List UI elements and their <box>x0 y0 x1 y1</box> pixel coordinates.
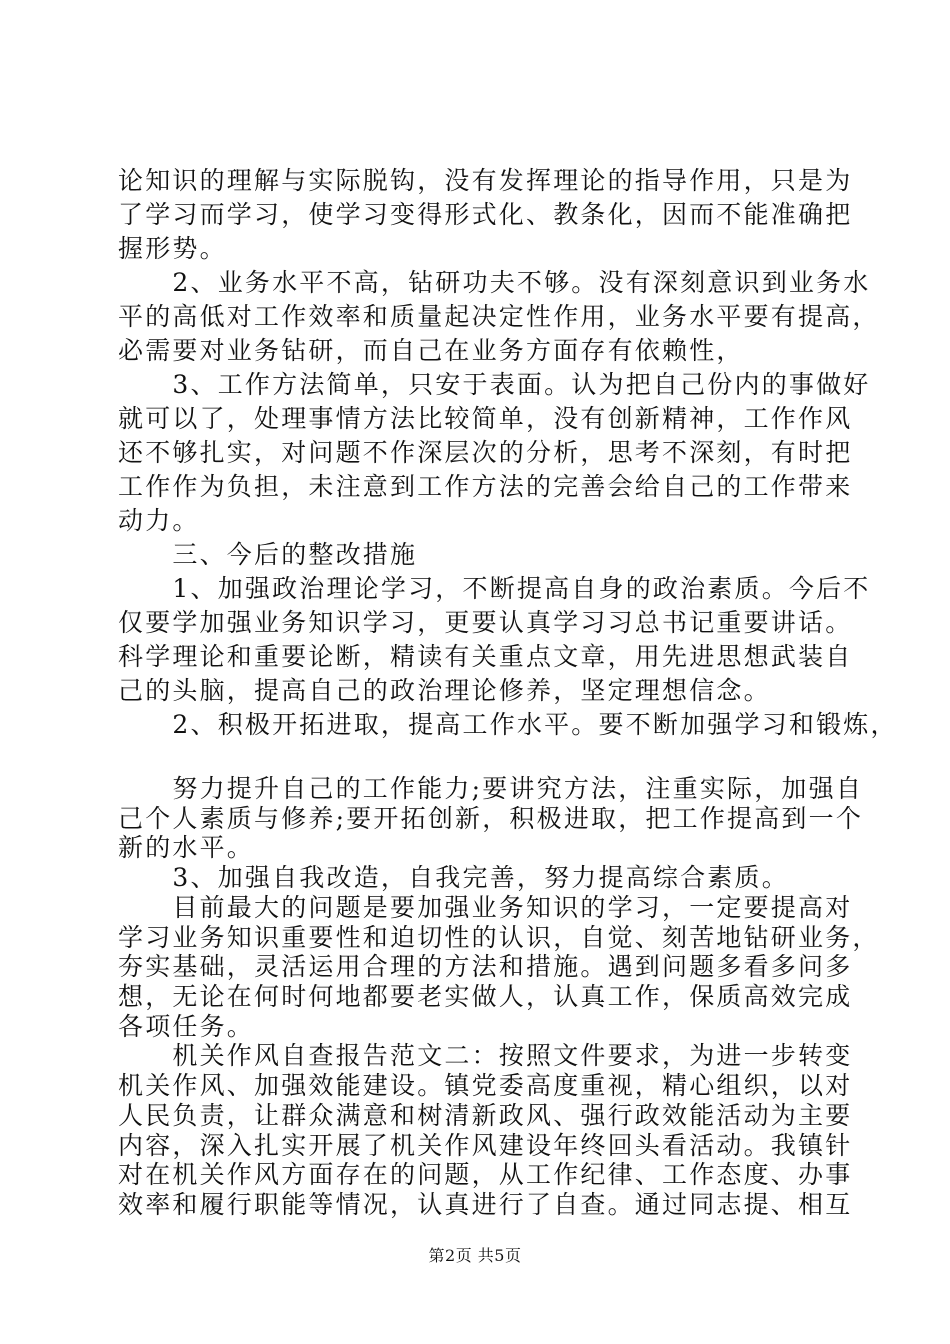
text-line: 平的高低对工作效率和质量起决定性作用，业务水平要有提高， <box>118 302 880 331</box>
text-line: 目前最大的问题是要加强业务知识的学习，一定要提高对 <box>118 893 853 922</box>
page-footer: 第2页 共5页 <box>428 1246 522 1265</box>
text-line: 努力提升自己的工作能力;要讲究方法，注重实际，加强自 <box>118 774 864 803</box>
text-line: 必需要对业务钻研，而自己在业务方面存有依赖性， <box>118 336 744 365</box>
text-line: 己的头脑，提高自己的政治理论修养，坚定理想信念。 <box>118 676 771 705</box>
text-line: 夯实基础，灵活运用合理的方法和措施。遇到问题多看多问多 <box>118 952 853 981</box>
text-line: 还不够扎实，对问题不作深层次的分析，思考不深刻，有时把 <box>118 438 853 467</box>
text-line: 论知识的理解与实际脱钩，没有发挥理论的指导作用，只是为 <box>118 166 853 195</box>
text-line: 学习业务知识重要性和迫切性的认识，自觉、刻苦地钻研业务， <box>118 923 880 952</box>
text-line: 新的水平。 <box>118 833 255 862</box>
text-line: 2、积极开拓进取，提高工作水平。要不断加强学习和锻炼， <box>118 710 898 739</box>
text-line: 3、加强自我改造，自我完善，努力提高综合素质。 <box>118 863 789 892</box>
text-line: 工作作为负担，未注意到工作方法的完善会给自己的工作带来 <box>118 472 853 501</box>
text-line: 科学理论和重要论断，精读有关重点文章，用先进思想武装自 <box>118 642 853 671</box>
text-line: 1、加强政治理论学习，不断提高自身的政治素质。今后不 <box>118 574 871 603</box>
text-line: 了学习而学习，使学习变得形式化、教条化，因而不能准确把 <box>118 200 853 229</box>
text-line: 机关作风、加强效能建设。镇党委高度重视，精心组织，以对 <box>118 1071 853 1100</box>
text-line: 就可以了，处理事情方法比较简单，没有创新精神，工作作风 <box>118 404 853 433</box>
text-line: 三、今后的整改措施 <box>118 540 418 569</box>
text-line: 3、工作方法简单，只安于表面。认为把自己份内的事做好 <box>118 370 871 399</box>
text-line: 动力。 <box>118 506 200 535</box>
text-line: 内容，深入扎实开展了机关作风建设年终回头看活动。我镇针 <box>118 1131 853 1160</box>
text-line: 仅要学加强业务知识学习，更要认真学习习总书记重要讲话。 <box>118 608 853 637</box>
text-line: 想，无论在何时何地都要老实做人，认真工作，保质高效完成 <box>118 982 853 1011</box>
text-line: 各项任务。 <box>118 1012 255 1041</box>
text-line: 己个人素质与修养;要开拓创新，积极进取，把工作提高到一个 <box>118 804 864 833</box>
text-line: 人民负责，让群众满意和树清新政风、强行政效能活动为主要 <box>118 1101 853 1130</box>
text-line: 2、业务水平不高，钻研功夫不够。没有深刻意识到业务水 <box>118 268 871 297</box>
text-line: 握形势。 <box>118 234 227 263</box>
text-line: 机关作风自查报告范文二：按照文件要求，为进一步转变 <box>118 1041 853 1070</box>
text-line: 效率和履行职能等情况，认真进行了自查。通过同志提、相互 <box>118 1190 853 1219</box>
text-line: 对在机关作风方面存在的问题，从工作纪律、工作态度、办事 <box>118 1160 853 1189</box>
